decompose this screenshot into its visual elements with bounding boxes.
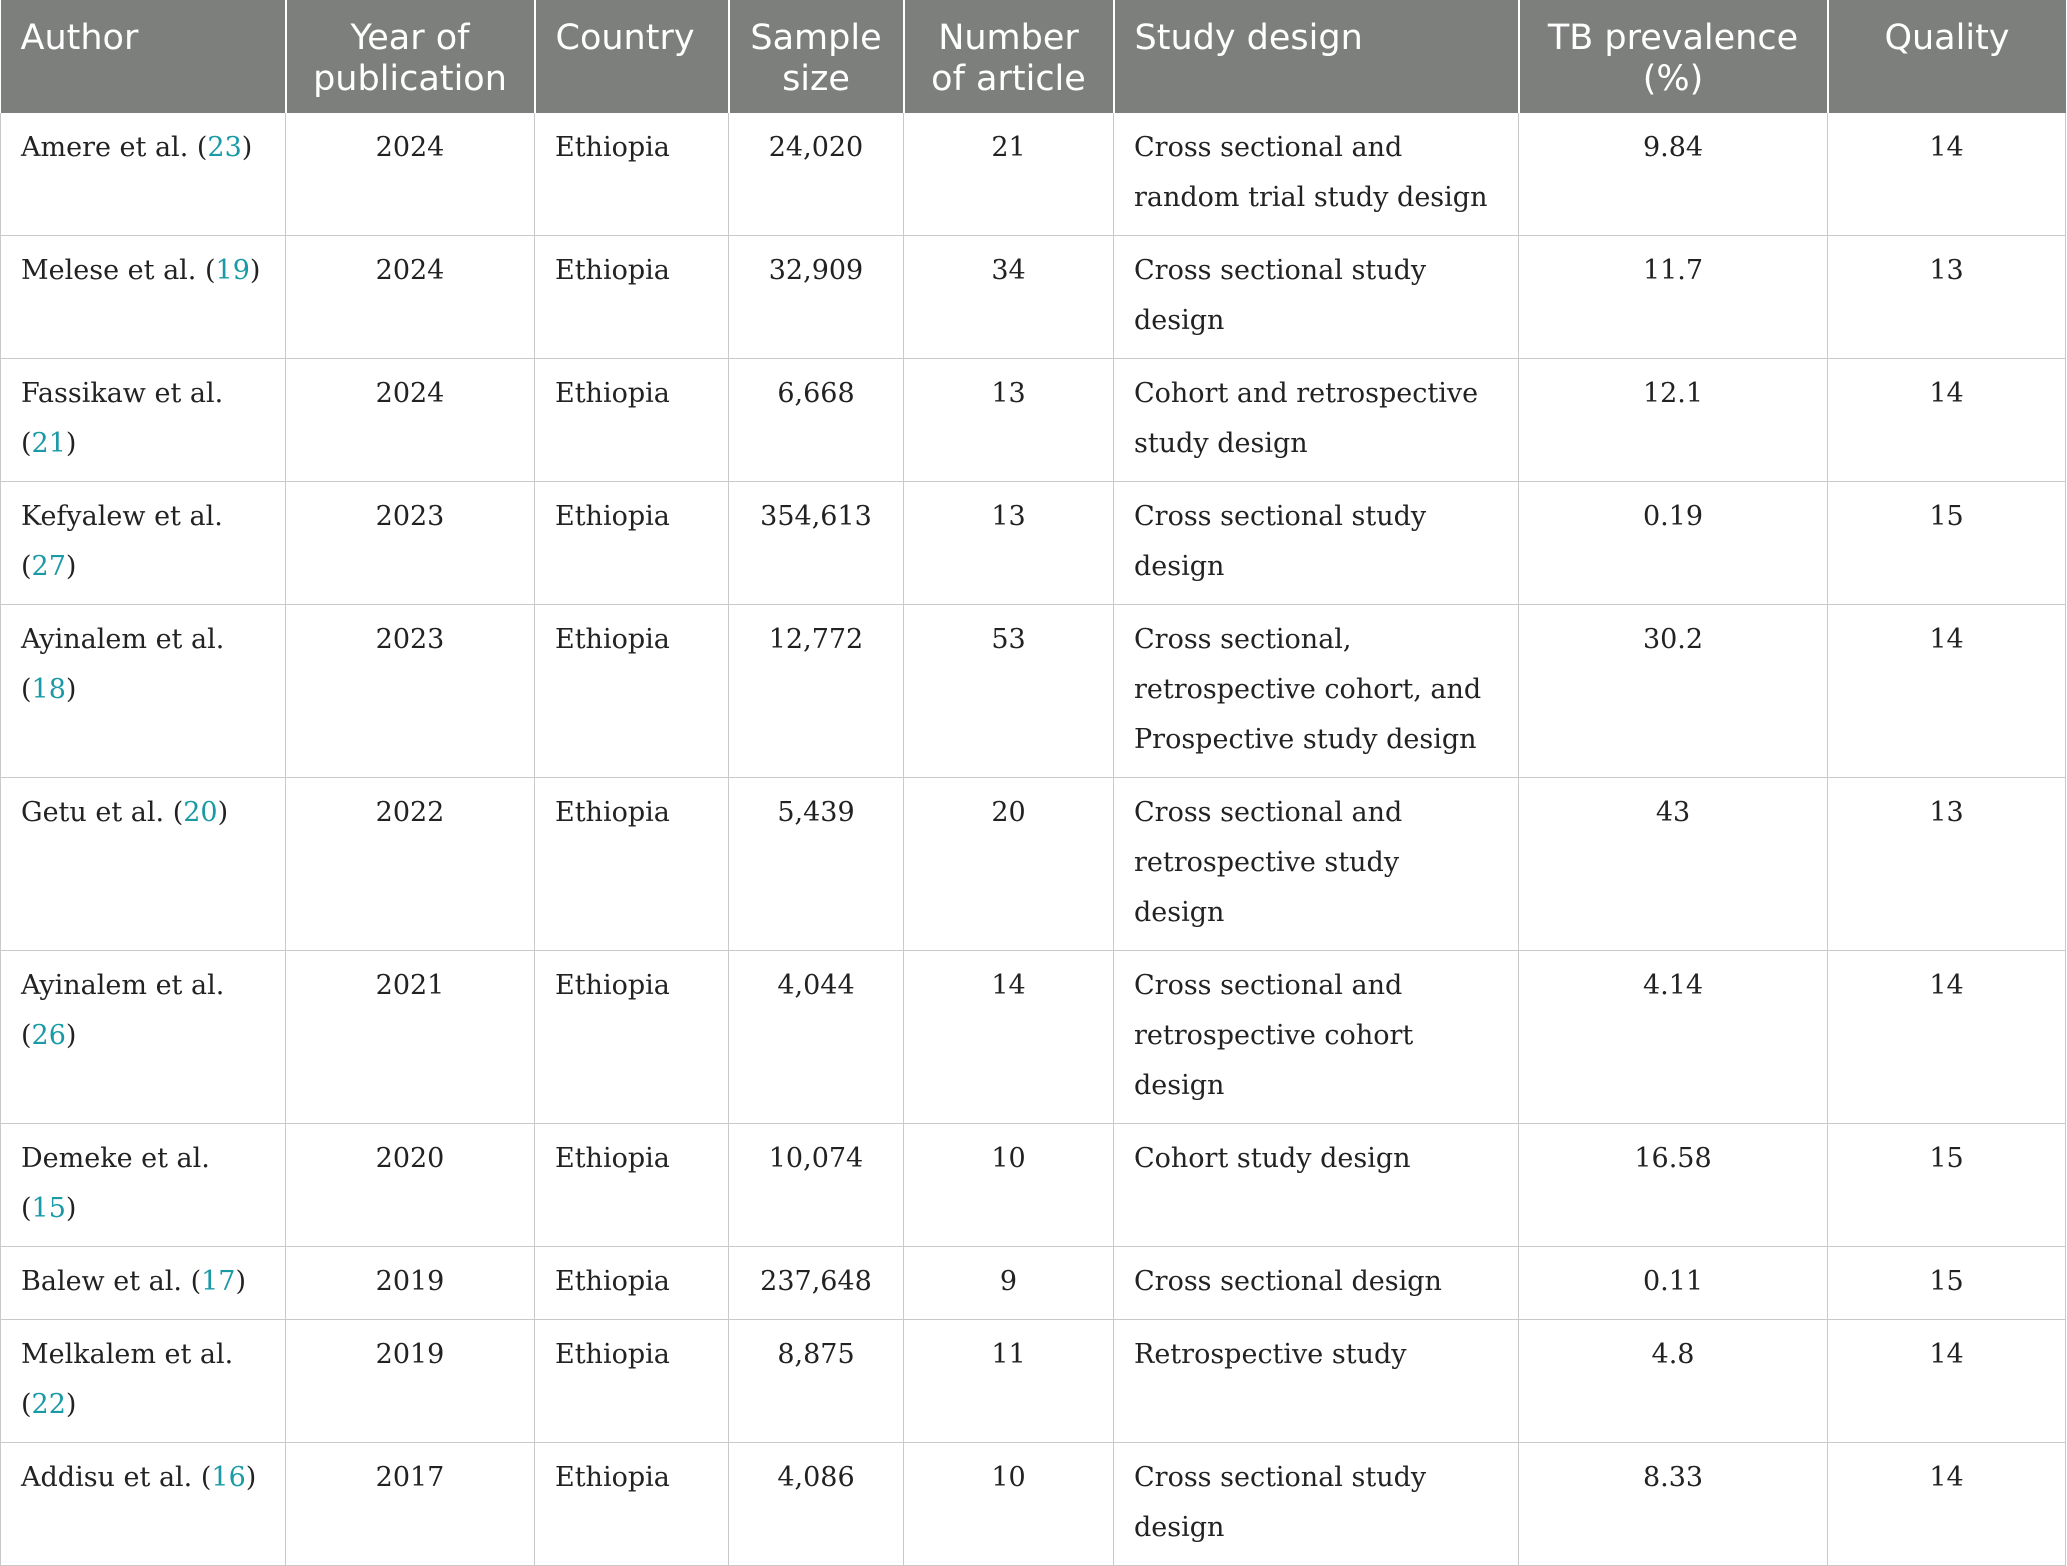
reference-link[interactable]: 17 xyxy=(201,1266,236,1297)
cell-sample-size xyxy=(729,236,904,359)
cell-number-of-article xyxy=(904,951,1114,1124)
cell-author: Ayinalem et al. (18) xyxy=(1,605,286,778)
header-quality: Quality xyxy=(1828,0,2066,113)
reference-link[interactable]: 22 xyxy=(31,1389,66,1420)
cell-study-design-text: Cohort and retrospective study design xyxy=(1134,378,1479,459)
cell-quality xyxy=(1828,778,2066,951)
cell-country xyxy=(535,359,729,482)
cell-sample-size xyxy=(729,1320,904,1443)
reference-link[interactable]: 27 xyxy=(31,551,66,582)
table-row xyxy=(1,778,2066,951)
cell-tb-prevalence-text: 9.84 xyxy=(1642,132,1704,163)
cell-quality xyxy=(1828,482,2066,605)
cell-sample-size-text: 354,613 xyxy=(760,501,872,532)
reference-link[interactable]: 26 xyxy=(31,1020,66,1051)
cell-year xyxy=(286,1443,535,1566)
cell-country xyxy=(535,1247,729,1320)
cell-tb-prevalence-text: 12.1 xyxy=(1642,378,1704,409)
cell-tb-prevalence xyxy=(1519,1443,1828,1566)
cell-year-text: 2024 xyxy=(375,132,445,163)
cell-number-of-article-text: 11 xyxy=(991,1339,1026,1370)
cell-number-of-article xyxy=(904,1320,1114,1443)
table-row xyxy=(1,359,2066,482)
cell-tb-prevalence xyxy=(1519,236,1828,359)
cell-study-design xyxy=(1114,605,1519,778)
table-row xyxy=(1,1124,2066,1247)
header-row xyxy=(1,0,2066,113)
cell-country xyxy=(535,1443,729,1566)
cell-tb-prevalence-text: 8.33 xyxy=(1642,1462,1704,1493)
header-author: Author xyxy=(1,0,286,113)
header-study-design: Study design xyxy=(1114,0,1519,113)
cell-quality-text: 15 xyxy=(1929,501,1964,532)
cell-quality-text: 15 xyxy=(1929,1143,1964,1174)
cell-study-design xyxy=(1114,359,1519,482)
header-sample-size: Sample size xyxy=(729,0,904,113)
cell-study-design xyxy=(1114,951,1519,1124)
cell-country-text: Ethiopia xyxy=(555,132,670,163)
cell-tb-prevalence-text: 16.58 xyxy=(1634,1143,1712,1174)
cell-study-design xyxy=(1114,236,1519,359)
cell-number-of-article-text: 21 xyxy=(991,132,1026,163)
reference-link[interactable]: 15 xyxy=(31,1193,66,1224)
header-tb-prevalence: TB prevalence (%) xyxy=(1519,0,1828,113)
cell-tb-prevalence-text: 30.2 xyxy=(1642,624,1704,655)
cell-year xyxy=(286,236,535,359)
cell-sample-size xyxy=(729,1247,904,1320)
cell-sample-size-text: 32,909 xyxy=(768,255,864,286)
reference-link[interactable]: 18 xyxy=(31,674,66,705)
cell-sample-size xyxy=(729,778,904,951)
cell-year-text: 2024 xyxy=(375,378,445,409)
author-name: Balew et al. xyxy=(21,1266,182,1297)
cell-study-design-text: Cross sectional study design xyxy=(1134,501,1427,582)
cell-sample-size xyxy=(729,482,904,605)
cell-country-text: Ethiopia xyxy=(555,1266,670,1297)
cell-study-design-text: Cross sectional and retrospective study design xyxy=(1134,797,1403,928)
cell-number-of-article-text: 13 xyxy=(991,501,1026,532)
cell-sample-size-text: 6,668 xyxy=(777,378,855,409)
reference-link[interactable]: 21 xyxy=(31,428,66,459)
cell-sample-size xyxy=(729,605,904,778)
cell-quality-text: 14 xyxy=(1929,1339,1964,1370)
cell-country-text: Ethiopia xyxy=(555,255,670,286)
header-number-of-article: Number of article xyxy=(904,0,1114,113)
cell-sample-size xyxy=(729,1124,904,1247)
cell-tb-prevalence xyxy=(1519,778,1828,951)
cell-quality-text: 14 xyxy=(1929,1462,1964,1493)
cell-year-text: 2023 xyxy=(375,501,445,532)
cell-study-design-text: Cohort study design xyxy=(1134,1143,1411,1174)
cell-author: Melkalem et al. (22) xyxy=(1,1320,286,1443)
cell-year xyxy=(286,778,535,951)
cell-number-of-article xyxy=(904,1124,1114,1247)
cell-year-text: 2019 xyxy=(375,1339,445,1370)
cell-author: Amere et al. (23) xyxy=(1,113,286,236)
cell-year xyxy=(286,951,535,1124)
cell-quality xyxy=(1828,605,2066,778)
cell-number-of-article-text: 20 xyxy=(991,797,1026,828)
table-row xyxy=(1,605,2066,778)
cell-year xyxy=(286,1247,535,1320)
author-name: Amere et al. xyxy=(21,132,189,163)
cell-tb-prevalence xyxy=(1519,951,1828,1124)
cell-sample-size-text: 4,044 xyxy=(777,970,855,1001)
cell-quality xyxy=(1828,359,2066,482)
cell-study-design-text: Cross sectional and random trial study design xyxy=(1134,132,1488,213)
cell-tb-prevalence-text: 11.7 xyxy=(1642,255,1704,286)
cell-country xyxy=(535,1320,729,1443)
cell-quality-text: 14 xyxy=(1929,624,1964,655)
cell-country xyxy=(535,778,729,951)
cell-author: Getu et al. (20) xyxy=(1,778,286,951)
cell-year-text: 2019 xyxy=(375,1266,445,1297)
cell-study-design xyxy=(1114,778,1519,951)
cell-tb-prevalence-text: 0.19 xyxy=(1642,501,1704,532)
cell-number-of-article-text: 13 xyxy=(991,378,1026,409)
table-row xyxy=(1,113,2066,236)
cell-quality xyxy=(1828,1124,2066,1247)
cell-country-text: Ethiopia xyxy=(555,1462,670,1493)
cell-country-text: Ethiopia xyxy=(555,624,670,655)
cell-country-text: Ethiopia xyxy=(555,970,670,1001)
cell-country-text: Ethiopia xyxy=(555,501,670,532)
reference-link[interactable]: 20 xyxy=(183,797,218,828)
cell-tb-prevalence xyxy=(1519,113,1828,236)
cell-quality xyxy=(1828,113,2066,236)
cell-country xyxy=(535,605,729,778)
table-row xyxy=(1,1320,2066,1443)
cell-sample-size-text: 8,875 xyxy=(777,1339,855,1370)
cell-sample-size-text: 5,439 xyxy=(777,797,855,828)
cell-tb-prevalence-text: 43 xyxy=(1655,797,1691,828)
cell-number-of-article xyxy=(904,359,1114,482)
cell-sample-size xyxy=(729,951,904,1124)
cell-number-of-article-text: 10 xyxy=(991,1462,1026,1493)
cell-study-design-text: Cross sectional and retrospective cohort design xyxy=(1134,970,1414,1101)
cell-number-of-article xyxy=(904,605,1114,778)
cell-tb-prevalence xyxy=(1519,359,1828,482)
cell-quality-text: 13 xyxy=(1929,797,1964,828)
cell-year-text: 2022 xyxy=(375,797,445,828)
cell-number-of-article-text: 10 xyxy=(991,1143,1026,1174)
cell-quality xyxy=(1828,1247,2066,1320)
cell-year xyxy=(286,113,535,236)
cell-study-design xyxy=(1114,1124,1519,1247)
cell-number-of-article-text: 53 xyxy=(991,624,1026,655)
cell-year xyxy=(286,605,535,778)
cell-study-design xyxy=(1114,1320,1519,1443)
cell-quality-text: 15 xyxy=(1929,1266,1964,1297)
cell-quality xyxy=(1828,236,2066,359)
cell-number-of-article-text: 9 xyxy=(999,1266,1018,1297)
cell-tb-prevalence-text: 4.14 xyxy=(1642,970,1704,1001)
cell-year xyxy=(286,482,535,605)
cell-number-of-article xyxy=(904,1443,1114,1566)
cell-tb-prevalence xyxy=(1519,1124,1828,1247)
cell-study-design xyxy=(1114,113,1519,236)
table-row xyxy=(1,1247,2066,1320)
cell-year-text: 2021 xyxy=(375,970,445,1001)
cell-sample-size-text: 24,020 xyxy=(768,132,864,163)
cell-country xyxy=(535,482,729,605)
cell-quality xyxy=(1828,1320,2066,1443)
cell-tb-prevalence-text: 4.8 xyxy=(1651,1339,1695,1370)
cell-sample-size xyxy=(729,1443,904,1566)
cell-year-text: 2023 xyxy=(375,624,445,655)
cell-author: Ayinalem et al. (26) xyxy=(1,951,286,1124)
cell-study-design-text: Retrospective study xyxy=(1134,1339,1407,1370)
author-name: Melese et al. xyxy=(21,255,197,286)
header-country: Country xyxy=(535,0,729,113)
cell-number-of-article xyxy=(904,482,1114,605)
cell-country xyxy=(535,951,729,1124)
cell-tb-prevalence xyxy=(1519,1247,1828,1320)
cell-tb-prevalence xyxy=(1519,1320,1828,1443)
cell-quality-text: 14 xyxy=(1929,970,1964,1001)
reference-link[interactable]: 16 xyxy=(211,1462,246,1493)
cell-study-design xyxy=(1114,482,1519,605)
cell-sample-size xyxy=(729,113,904,236)
author-name: Ayinalem et al. xyxy=(21,624,225,655)
cell-quality-text: 14 xyxy=(1929,132,1964,163)
cell-author: Melese et al. (19) xyxy=(1,236,286,359)
cell-study-design-text: Cross sectional design xyxy=(1134,1266,1442,1297)
table-row xyxy=(1,236,2066,359)
cell-sample-size-text: 10,074 xyxy=(768,1143,864,1174)
cell-author: Kefyalew et al. (27) xyxy=(1,482,286,605)
cell-year-text: 2020 xyxy=(375,1143,445,1174)
author-name: Demeke et al. xyxy=(21,1143,210,1174)
cell-country xyxy=(535,113,729,236)
cell-year-text: 2024 xyxy=(375,255,445,286)
cell-quality-text: 13 xyxy=(1929,255,1964,286)
cell-quality-text: 14 xyxy=(1929,378,1964,409)
author-name: Ayinalem et al. xyxy=(21,970,225,1001)
cell-study-design-text: Cross sectional study design xyxy=(1134,1462,1427,1543)
cell-author: Addisu et al. (16) xyxy=(1,1443,286,1566)
cell-country xyxy=(535,236,729,359)
cell-country-text: Ethiopia xyxy=(555,378,670,409)
cell-quality xyxy=(1828,951,2066,1124)
cell-tb-prevalence xyxy=(1519,482,1828,605)
reference-link[interactable]: 19 xyxy=(215,255,250,286)
table-row xyxy=(1,951,2066,1124)
cell-quality xyxy=(1828,1443,2066,1566)
cell-sample-size-text: 12,772 xyxy=(768,624,864,655)
cell-sample-size-text: 4,086 xyxy=(777,1462,855,1493)
cell-sample-size xyxy=(729,359,904,482)
cell-number-of-article xyxy=(904,1247,1114,1320)
table-row xyxy=(1,1443,2066,1566)
cell-author: Demeke et al. (15) xyxy=(1,1124,286,1247)
author-name: Fassikaw et al. xyxy=(21,378,224,409)
header-year: Year of publication xyxy=(286,0,535,113)
table-body xyxy=(1,113,2066,1566)
cell-tb-prevalence xyxy=(1519,605,1828,778)
cell-country-text: Ethiopia xyxy=(555,1339,670,1370)
author-name: Melkalem et al. xyxy=(21,1339,234,1370)
cell-sample-size-text: 237,648 xyxy=(760,1266,872,1297)
cell-country-text: Ethiopia xyxy=(555,797,670,828)
cell-country xyxy=(535,1124,729,1247)
cell-study-design xyxy=(1114,1247,1519,1320)
cell-number-of-article-text: 14 xyxy=(991,970,1026,1001)
cell-author: Fassikaw et al. (21) xyxy=(1,359,286,482)
cell-study-design-text: Cross sectional study design xyxy=(1134,255,1427,336)
cell-year xyxy=(286,1124,535,1247)
cell-number-of-article xyxy=(904,236,1114,359)
cell-year xyxy=(286,1320,535,1443)
cell-year-text: 2017 xyxy=(375,1462,445,1493)
author-name: Kefyalew et al. xyxy=(21,501,223,532)
cell-number-of-article-text: 34 xyxy=(991,255,1026,286)
author-name: Getu et al. xyxy=(21,797,165,828)
table-row xyxy=(1,482,2066,605)
author-name: Addisu et al. xyxy=(21,1462,193,1493)
cell-author: Balew et al. (17) xyxy=(1,1247,286,1320)
cell-tb-prevalence-text: 0.11 xyxy=(1642,1266,1704,1297)
reference-link[interactable]: 23 xyxy=(207,132,242,163)
cell-number-of-article xyxy=(904,778,1114,951)
cell-number-of-article xyxy=(904,113,1114,236)
cell-country-text: Ethiopia xyxy=(555,1143,670,1174)
cell-study-design-text: Cross sectional, retrospective cohort, and Prospective study design xyxy=(1134,624,1482,755)
cell-year xyxy=(286,359,535,482)
cell-study-design xyxy=(1114,1443,1519,1566)
